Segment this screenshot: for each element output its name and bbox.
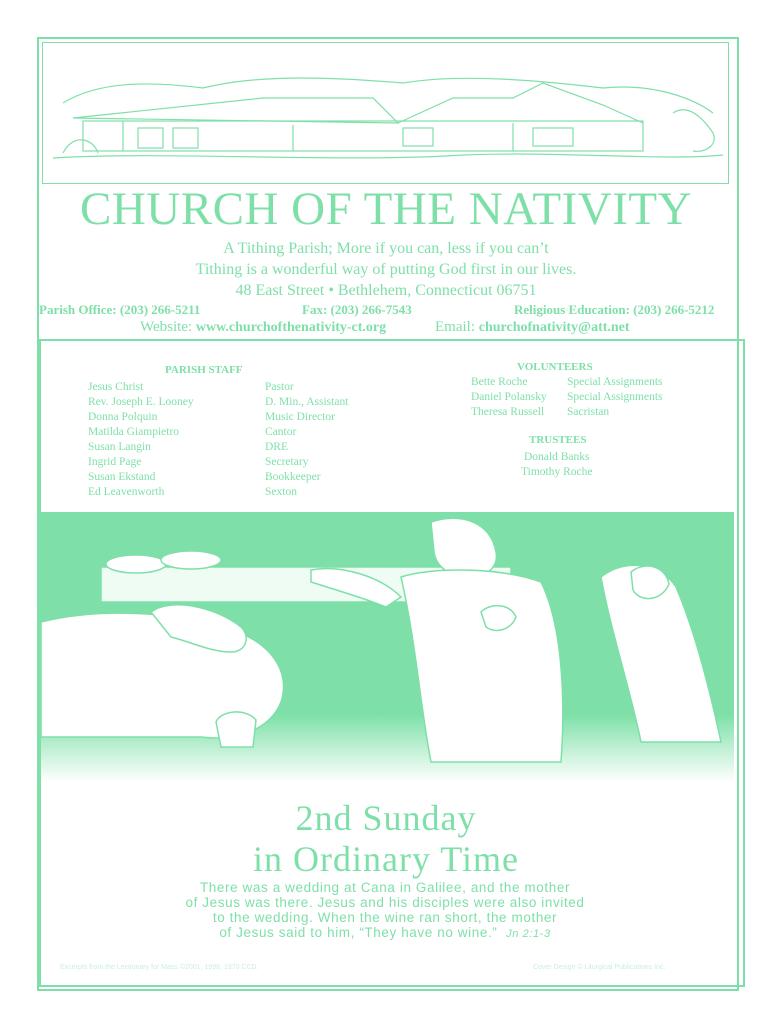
quote-line: There was a wedding at Cana in Galilee, and the mother: [199, 880, 571, 895]
volunteers-heading: VOLUNTEERS: [517, 361, 593, 373]
trustee-name: Donald Banks: [523, 451, 590, 463]
staff-role: Bookkeeper: [265, 471, 321, 483]
staff-role: Sexton: [265, 486, 297, 498]
volunteer-name: Theresa Russell: [471, 406, 545, 418]
wedding-at-cana-illustration: [41, 512, 734, 782]
religious-education-phone: Religious Education: (203) 266-5212: [514, 302, 715, 317]
staff-name: Susan Ekstand: [88, 471, 156, 483]
parish-staff-heading: PARISH STAFF: [165, 364, 243, 376]
fax-number: Fax: (203) 266-7543: [302, 302, 412, 317]
staff-role: DRE: [265, 441, 288, 453]
volunteer-name: Bette Roche: [471, 376, 528, 388]
website-label: Website:: [140, 319, 196, 335]
quote-citation: Jn 2:1-3: [506, 928, 551, 940]
tagline-tithing: A Tithing Parish; More if you can, less if you can’t: [223, 240, 549, 257]
church-name: CHURCH OF THE NATIVITY: [80, 183, 692, 235]
trustee-names: [521, 450, 592, 480]
lectionary-credit: Excerpts from the Lectionary for Mass ©2001, 1998, 1970 CCD.: [60, 964, 259, 971]
volunteer-name: Daniel Polansky: [471, 391, 547, 403]
quote-line: of Jesus said to him, “They have no wine.”: [219, 925, 498, 940]
email-label: Email:: [435, 319, 479, 335]
parish-staff-roles: [265, 380, 348, 500]
church-building-drawing: [42, 42, 729, 184]
volunteer-role: Special Assignments: [567, 391, 663, 403]
staff-name: Matilda Giampietro: [88, 426, 180, 438]
volunteer-role: Special Assignments: [567, 376, 663, 388]
cover-design-credit: Cover Design © Liturgical Publications Inc.: [533, 964, 666, 971]
volunteer-roles: [567, 375, 663, 420]
trustees-heading: TRUSTEES: [529, 434, 587, 446]
volunteer-names: [471, 375, 547, 420]
tagline-god-first: Tithing is a wonderful way of putting God first in our lives.: [195, 261, 577, 278]
staff-name: Susan Langin: [88, 441, 151, 453]
parish-staff-names: [88, 380, 194, 500]
staff-role: Pastor: [265, 381, 294, 393]
cover-title-line-1: 2nd Sunday: [295, 798, 477, 838]
website-link[interactable]: www.churchofthenativity-ct.org: [195, 320, 387, 335]
volunteer-role: Sacristan: [567, 406, 610, 418]
quote-line: to the wedding. When the wine ran short, the mother: [212, 910, 558, 925]
staff-role: D. Min., Assistant: [265, 396, 349, 408]
quote-line: of Jesus was there. Jesus and his disciples were also invited: [185, 895, 585, 910]
staff-name: Ed Leavenworth: [88, 486, 165, 498]
staff-name: Rev. Joseph E. Looney: [88, 396, 194, 408]
staff-role: Music Director: [265, 411, 335, 423]
cover-title-line-2: in Ordinary Time: [252, 839, 519, 879]
trustee-name: Timothy Roche: [521, 466, 593, 478]
staff-name: Donna Polquin: [88, 411, 158, 423]
church-address: 48 East Street • Bethlehem, Connecticut 06751: [235, 282, 537, 299]
staff-name: Ingrid Page: [88, 456, 142, 468]
staff-role: Secretary: [265, 456, 309, 468]
email-link[interactable]: churchofnativity@att.net: [478, 320, 630, 335]
staff-role: Cantor: [265, 426, 297, 438]
staff-name: Jesus Christ: [88, 381, 144, 393]
gospel-quote: [100, 880, 670, 942]
parish-office-phone: Parish Office: (203) 266-5211: [39, 302, 201, 317]
